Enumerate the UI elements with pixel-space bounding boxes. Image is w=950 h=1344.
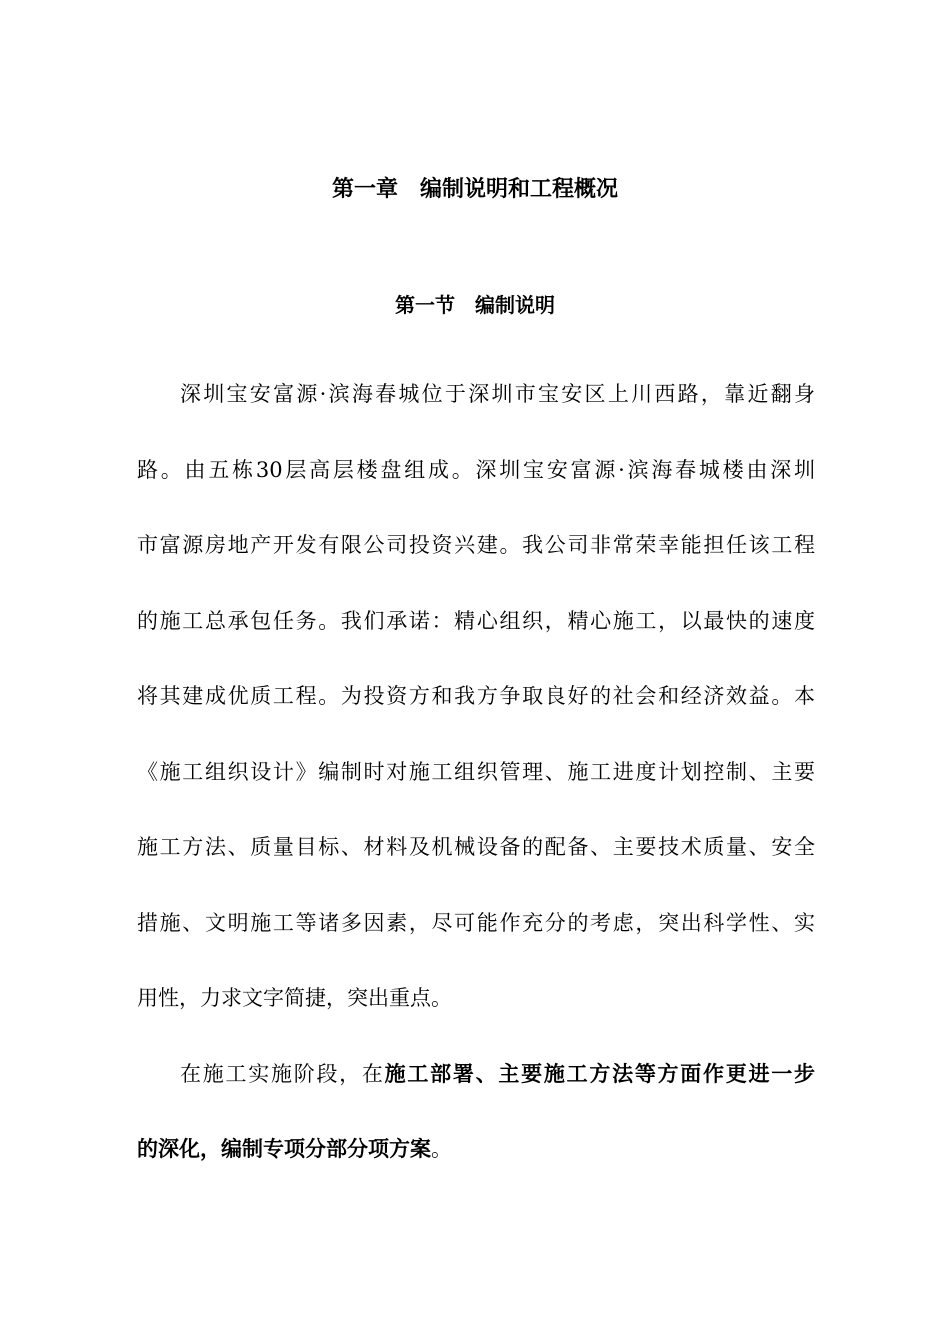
- paragraph2-bold-text: 施工部署、主要施工方法等方面作更进一步: [384, 1061, 815, 1086]
- paragraph-line: 措施、文明施工等诸多因素，尽可能作充分的考虑，突出科学性、实: [137, 910, 815, 935]
- body-text: [137, 376, 815, 1207]
- paragraph-line: 路。由五栋30层高层楼盘组成。深圳宝安富源·滨海春城楼由深圳: [137, 457, 815, 482]
- paragraph-line: [137, 1056, 815, 1132]
- paragraph-line: 《施工组织设计》编制时对施工组织管理、施工进度计划控制、主要: [137, 759, 815, 784]
- paragraph2-normal-text: 在施工实施阶段，在: [180, 1061, 385, 1086]
- paragraph-line: 将其建成优质工程。为投资方和我方争取良好的社会和经济效益。本: [137, 684, 815, 708]
- paragraph2-end-punct: 。: [431, 1137, 452, 1161]
- paragraph-line: 施工方法、质量目标、材料及机械设备的配备、主要技术质量、安全: [137, 835, 815, 859]
- paragraph-line: 市富源房地产开发有限公司投资兴建。我公司非常荣幸能担任该工程: [137, 533, 815, 557]
- paragraph2-bold-text: 的深化，编制专项分部分项方案: [137, 1137, 431, 1161]
- chapter-title: 第一章 编制说明和工程概况: [331, 177, 618, 202]
- paragraph-line: 用性，力求文字简捷，突出重点。: [137, 986, 452, 1010]
- paragraph-line: 的施工总承包任务。我们承诺：精心组织，精心施工，以最快的速度: [137, 608, 815, 633]
- paragraph-line: [137, 1131, 815, 1207]
- section-title: 第一节 编制说明: [395, 293, 555, 317]
- paragraph-line: 深圳宝安富源·滨海春城位于深圳市宝安区上川西路，靠近翻身: [180, 382, 815, 406]
